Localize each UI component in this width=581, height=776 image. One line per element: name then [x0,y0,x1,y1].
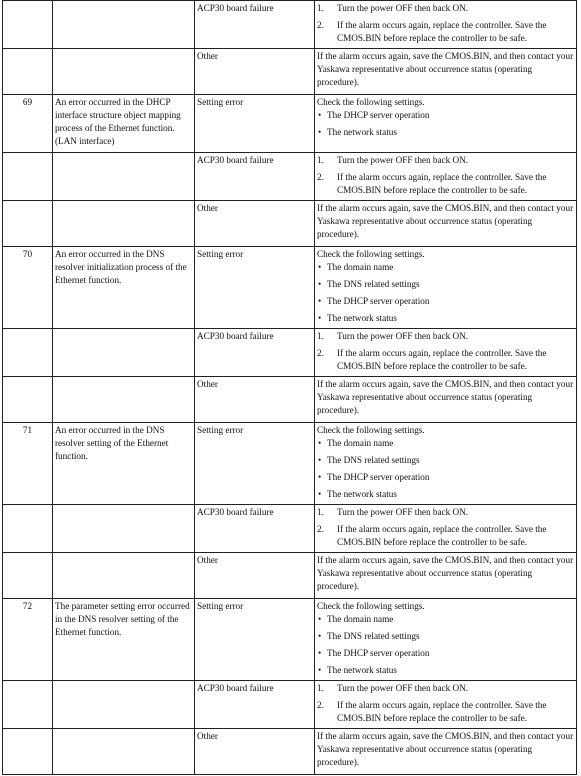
alarm-code: 71 [3,423,53,505]
check-item: • The DNS related settings [317,454,574,467]
cause-cell: Other [195,377,315,423]
table-row [3,599,577,681]
table-row [3,95,577,153]
remedy-cell [315,423,577,505]
table-row [3,153,577,201]
check-item: • The network status [317,488,574,501]
alarm-code-cell [3,1,53,49]
check-list [317,613,574,677]
check-list [317,109,574,139]
cause-cell: ACP30 board failure [195,1,315,49]
check-item: • The domain name [317,613,574,626]
table-row [3,247,577,329]
alarm-table-body [3,1,577,775]
cause-cell: ACP30 board failure [195,681,315,729]
remedy-step: 1. Turn the power OFF then back ON. [317,331,469,341]
remedy-cell [315,681,577,729]
check-item: • The DNS related settings [317,278,574,291]
remedy-cell [315,95,577,153]
table-row [3,1,577,49]
cause-cell: Other [195,201,315,247]
remedy-step: 1. Turn the power OFF then back ON. [317,507,469,517]
table-row [3,329,577,377]
remedy-cell [315,599,577,681]
remedy-step: 1. Turn the power OFF then back ON. [317,3,469,13]
cause-cell: Other [195,553,315,599]
cause-cell: Setting error [195,247,315,329]
alarm-code: 69 [3,95,53,153]
alarm-table [2,0,577,775]
remedy-step: 2. If the alarm occurs again, replace the controller. Save the CMOS.BIN before replace the controller to be safe. [317,700,547,723]
check-intro: Check the following settings. [317,97,425,107]
alarm-name: An error occurred in the DHCP interface structure object mapping process of the Ethernet function.(LAN interface) [53,95,195,153]
check-item: • The DHCP server operation [317,471,574,484]
check-list [317,437,574,501]
remedy-cell: If the alarm occurs again, save the CMOS.BIN, and then contact your Yaskawa representative about occurrence status (operating procedure). [315,729,577,775]
check-intro: Check the following settings. [317,601,425,611]
cause-cell: Setting error [195,599,315,681]
alarm-name-cell [53,201,195,247]
check-item: • The DHCP server operation [317,647,574,660]
alarm-code-cell [3,681,53,729]
table-row [3,681,577,729]
alarm-name-cell [53,329,195,377]
alarm-name-cell [53,153,195,201]
alarm-name-cell [53,377,195,423]
alarm-code-cell [3,729,53,775]
alarm-code-cell [3,49,53,95]
alarm-name-cell [53,1,195,49]
remedy-cell: If the alarm occurs again, save the CMOS.BIN, and then contact your Yaskawa representative about occurrence status (operating procedure). [315,49,577,95]
check-item: • The network status [317,664,574,677]
alarm-code-cell [3,153,53,201]
alarm-name: An error occurred in the DNS resolver initialization process of the Ethernet function. [53,247,195,329]
check-item: • The domain name [317,437,574,450]
remedy-cell [315,153,577,201]
remedy-steps [317,506,574,549]
check-item: • The DHCP server operation [317,295,574,308]
remedy-steps [317,330,574,373]
remedy-cell [315,247,577,329]
remedy-step: 2. If the alarm occurs again, replace the controller. Save the CMOS.BIN before replace the controller to be safe. [317,20,547,43]
cause-cell: Setting error [195,423,315,505]
alarm-name: The parameter setting error occurred in the DNS resolver setting of the Ethernet function. [53,599,195,681]
remedy-step: 2. If the alarm occurs again, replace the controller. Save the CMOS.BIN before replace the controller to be safe. [317,524,547,547]
alarm-code-cell [3,201,53,247]
alarm-code-cell [3,329,53,377]
remedy-cell [315,1,577,49]
table-row [3,377,577,423]
alarm-code: 72 [3,599,53,681]
remedy-step: 2. If the alarm occurs again, replace the controller. Save the CMOS.BIN before replace the controller to be safe. [317,172,547,195]
remedy-cell [315,505,577,553]
table-row [3,729,577,775]
remedy-step: 1. Turn the power OFF then back ON. [317,683,469,693]
remedy-step: 2. If the alarm occurs again, replace the controller. Save the CMOS.BIN before replace the controller to be safe. [317,348,547,371]
cause-cell: Other [195,49,315,95]
remedy-cell: If the alarm occurs again, save the CMOS.BIN, and then contact your Yaskawa representative about occurrence status (operating procedure). [315,553,577,599]
check-item: • The domain name [317,261,574,274]
remedy-cell: If the alarm occurs again, save the CMOS.BIN, and then contact your Yaskawa representative about occurrence status (operating procedure). [315,201,577,247]
alarm-code-cell [3,505,53,553]
alarm-code-cell [3,377,53,423]
remedy-steps [317,2,574,45]
check-item: • The network status [317,312,574,325]
table-row [3,553,577,599]
remedy-step: 1. Turn the power OFF then back ON. [317,155,469,165]
check-item: • The DHCP server operation [317,109,574,122]
cause-cell: Other [195,729,315,775]
check-item: • The network status [317,126,574,139]
remedy-steps [317,154,574,197]
check-intro: Check the following settings. [317,425,425,435]
remedy-cell: If the alarm occurs again, save the CMOS.BIN, and then contact your Yaskawa representative about occurrence status (operating procedure). [315,377,577,423]
alarm-name-cell [53,681,195,729]
remedy-steps [317,682,574,725]
remedy-cell [315,329,577,377]
check-intro: Check the following settings. [317,249,425,259]
alarm-code-cell [3,553,53,599]
cause-cell: Setting error [195,95,315,153]
alarm-name-cell [53,49,195,95]
table-row [3,423,577,505]
check-item: • The DNS related settings [317,630,574,643]
alarm-name-cell [53,729,195,775]
alarm-code: 70 [3,247,53,329]
table-row [3,201,577,247]
cause-cell: ACP30 board failure [195,153,315,201]
table-row [3,49,577,95]
alarm-name-cell [53,505,195,553]
check-list [317,261,574,325]
alarm-name: An error occurred in the DNS resolver setting of the Ethernet function. [53,423,195,505]
cause-cell: ACP30 board failure [195,505,315,553]
alarm-name-cell [53,553,195,599]
cause-cell: ACP30 board failure [195,329,315,377]
table-row [3,505,577,553]
